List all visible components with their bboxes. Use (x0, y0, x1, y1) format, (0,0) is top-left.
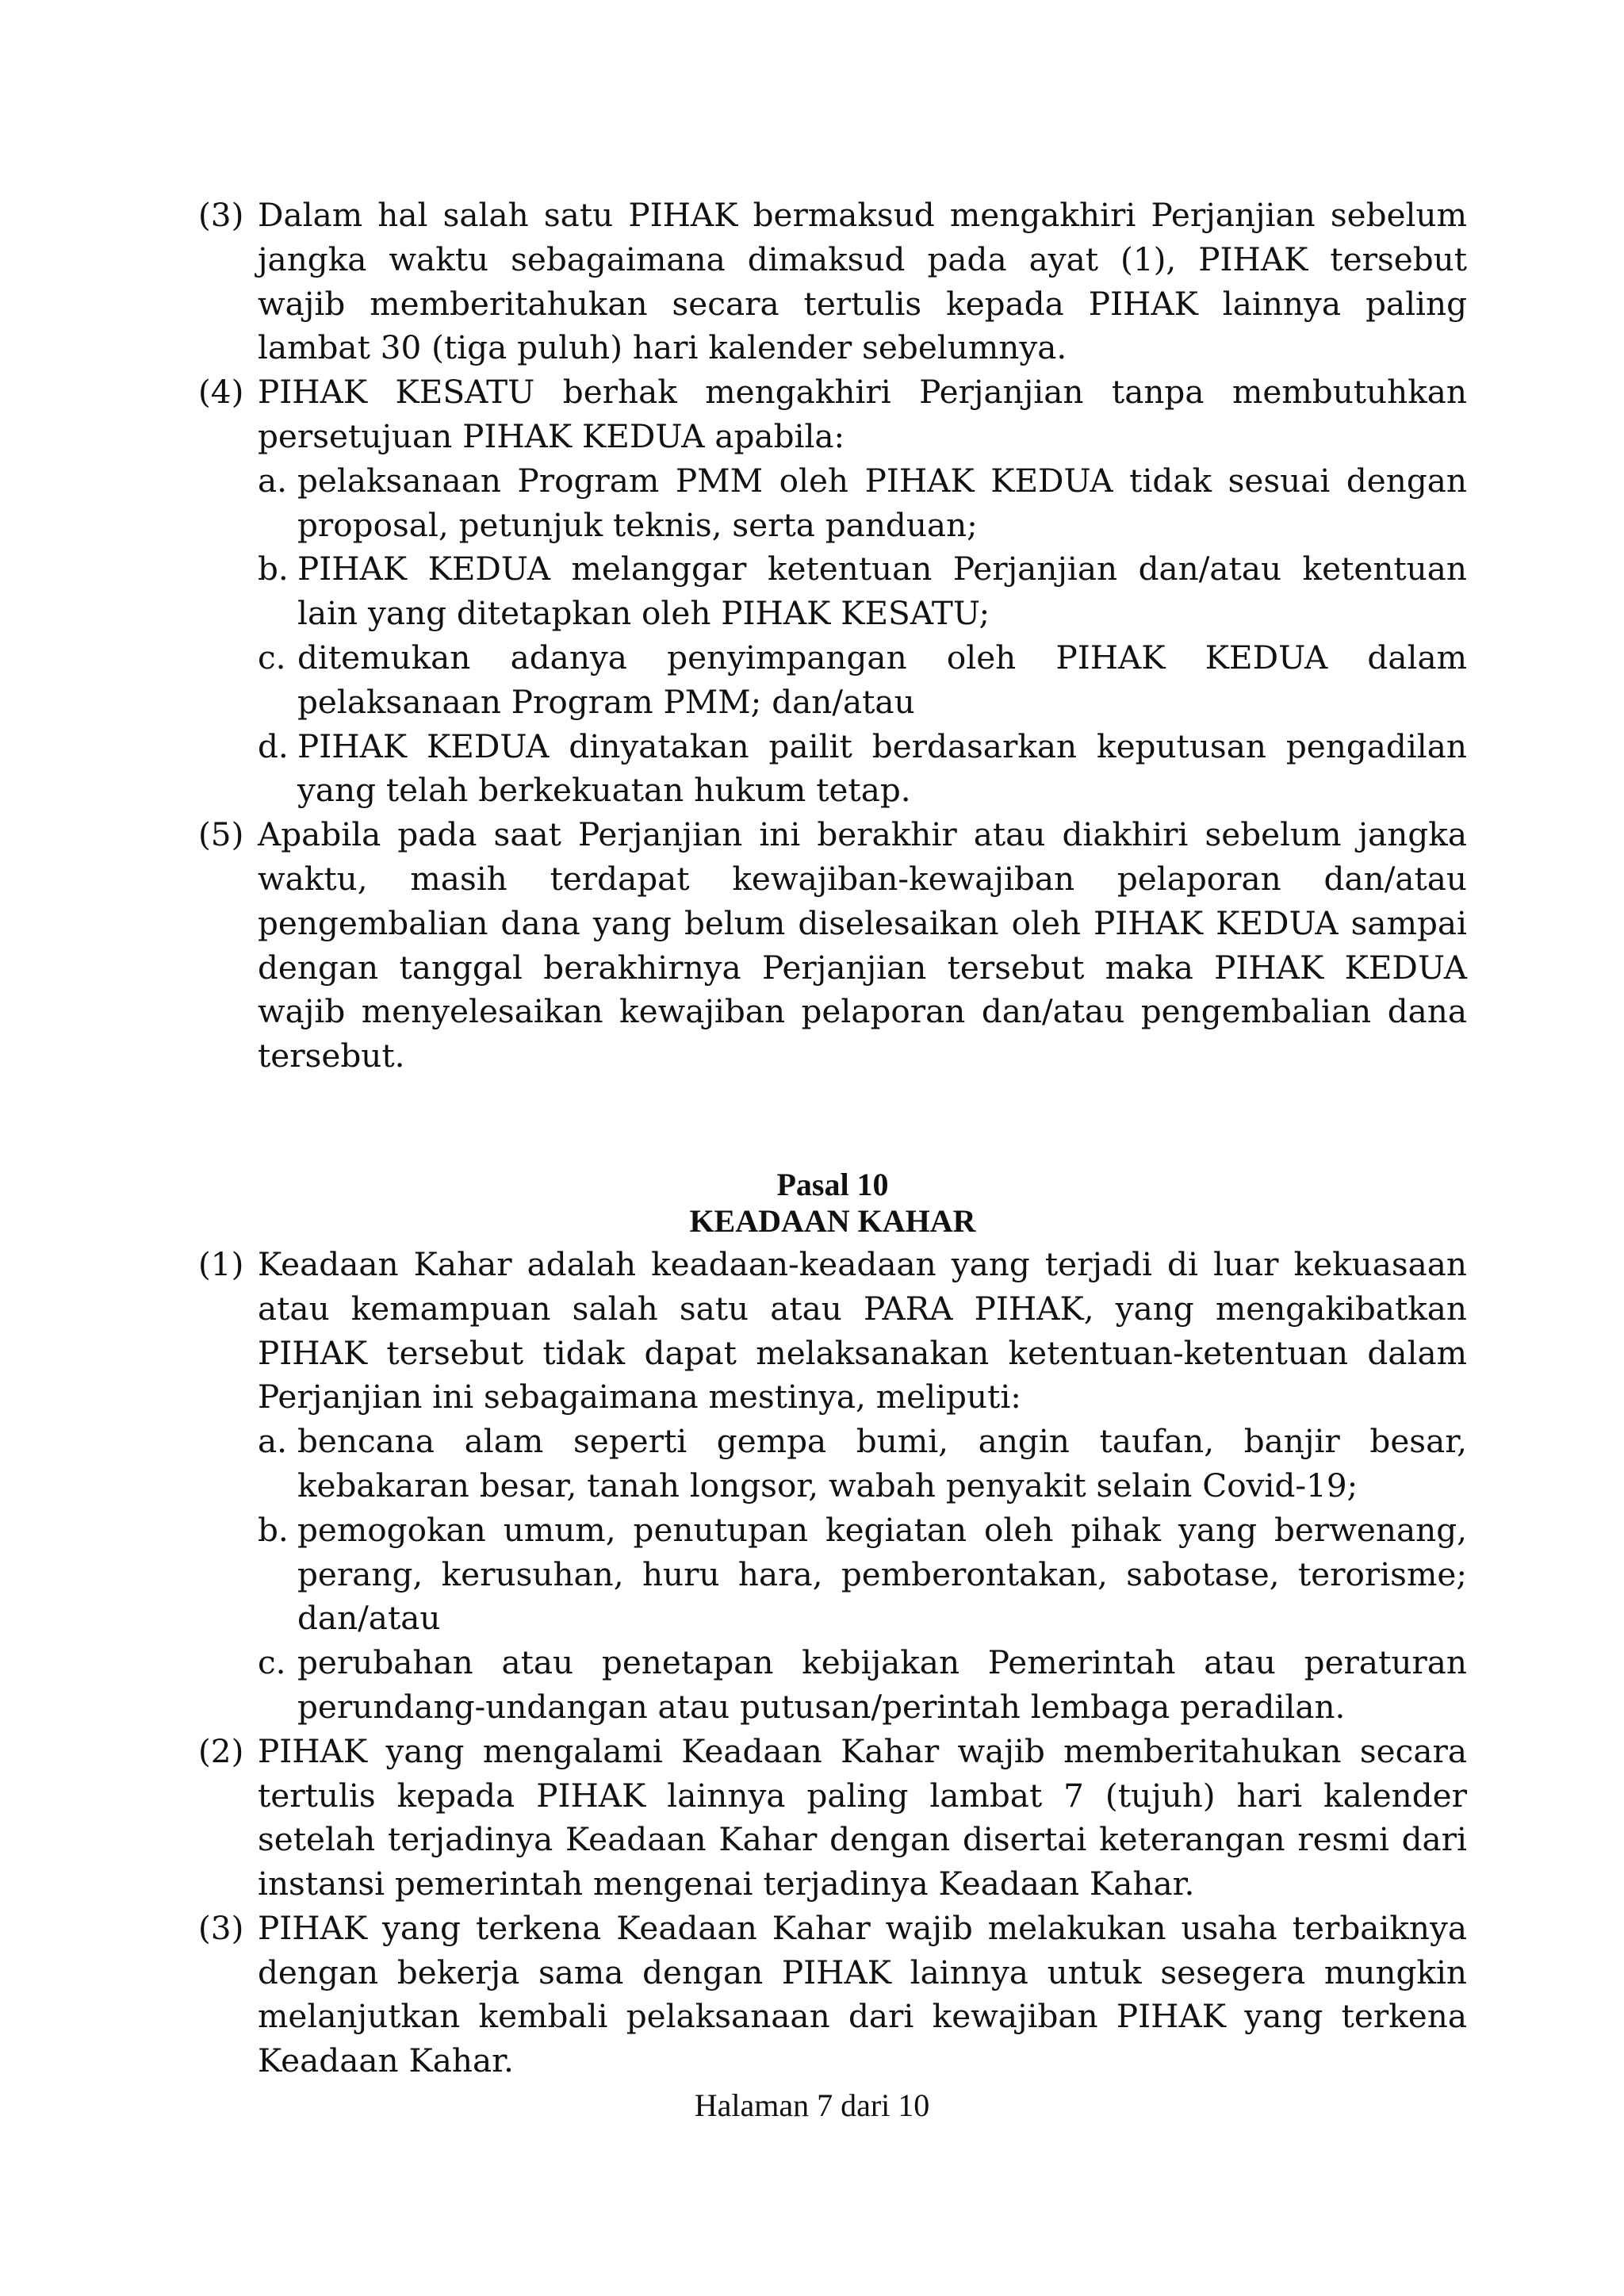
clause-text: Apabila pada saat Perjanjian ini berakhir atau diakhiri sebelum jangka waktu, masih terdapat kewajiban-kewajiban pelaporan dan/atau pengembalian dana yang belum diselesaikan oleh PIHAK KEDUA sampai dengan tanggal berakhirnya Perjanjian tersebut maka PIHAK KEDUA wajib menyelesaikan kewajiban pelaporan dan/atau pengembalian dana tersebut. (258, 815, 1467, 1075)
page-footer (0, 2086, 1624, 2125)
subclause-letter: b. (258, 550, 289, 588)
clause-number: (4) (198, 373, 244, 412)
page-content (198, 194, 1467, 2083)
clause-3 (198, 1907, 1467, 2083)
clause-text: PIHAK KESATU berhak mengakhiri Perjanjian tanpa membutuhkan persetujuan PIHAK KEDUA apabila: (258, 373, 1467, 455)
subclause-letter: a. (258, 1422, 288, 1461)
clause-4 (198, 370, 1467, 813)
subclause-text: pemogokan umum, penutupan kegiatan oleh pihak yang berwenang, perang, kerusuhan, huru hara, pemberontakan, sabotase, terorisme; dan/atau (297, 1510, 1467, 1638)
clause-3 (198, 194, 1467, 370)
clause-text: Dalam hal salah satu PIHAK bermaksud mengakhiri Perjanjian sebelum jangka waktu sebagaimana dimaksud pada ayat (1), PIHAK tersebut wajib memberitahukan secara tertulis kepada PIHAK lainnya paling lambat 30 (tiga puluh) hari kalender sebelumnya. (258, 196, 1467, 367)
page-number-label: Halaman 7 dari 10 (694, 2087, 930, 2123)
subclause-letter: d. (258, 726, 289, 765)
clause-number: (5) (198, 815, 244, 854)
subclause-text: ditemukan adanya penyimpangan oleh PIHAK KEDUA dalam pelaksanaan Program PMM; dan/atau (297, 638, 1467, 721)
subclause-c (258, 636, 1467, 725)
subclause-text: pelaksanaan Program PMM oleh PIHAK KEDUA tidak sesuai dengan proposal, petunjuk teknis, serta panduan; (297, 461, 1467, 544)
clause-text: Keadaan Kahar adalah keadaan-keadaan yang terjadi di luar kekuasaan atau kemampuan salah satu atau PARA PIHAK, yang mengakibatkan PIHAK tersebut tidak dapat melaksanakan ketentuan-ketentuan dalam Perjanjian ini sebagaimana mestinya, meliputi: (258, 1244, 1467, 1416)
clause-text: PIHAK yang mengalami Keadaan Kahar wajib memberitahukan secara tertulis kepada PIHAK lainnya paling lambat 7 (tujuh) hari kalender setelah terjadinya Keadaan Kahar dengan disertai keterangan resmi dari instansi pemerintah mengenai terjadinya Keadaan Kahar. (258, 1731, 1467, 1903)
article-heading (198, 1167, 1467, 1240)
subclause-letter: b. (258, 1510, 289, 1549)
subclause-c (258, 1641, 1467, 1730)
subclause-letter: c. (258, 1643, 286, 1682)
clause-number: (3) (198, 1908, 244, 1947)
subclause-letter: a. (258, 461, 288, 500)
article-10-body (198, 1243, 1467, 2083)
subclause-a (258, 459, 1467, 548)
clause-2 (198, 1730, 1467, 1907)
article-title: KEADAAN KAHAR (689, 1202, 976, 1239)
subclause-d (258, 725, 1467, 814)
clause-5 (198, 813, 1467, 1079)
article-number: Pasal 10 (776, 1166, 889, 1202)
subclause-text: PIHAK KEDUA dinyatakan pailit berdasarkan keputusan pengadilan yang telah berkekuatan hukum tetap. (297, 726, 1467, 810)
clause-number: (3) (198, 196, 244, 234)
subclause-text: PIHAK KEDUA melanggar ketentuan Perjanjian dan/atau ketentuan lain yang ditetapkan oleh PIHAK KESATU; (297, 550, 1467, 633)
subclause-b (258, 1508, 1467, 1641)
clause-number: (1) (198, 1244, 244, 1283)
subclause-text: bencana alam seperti gempa bumi, angin taufan, banjir besar, kebakaran besar, tanah longsor, wabah penyakit selain Covid-19; (297, 1422, 1467, 1504)
clause-number: (2) (198, 1731, 244, 1770)
subclause-letter: c. (258, 638, 286, 677)
article-9-continuation (198, 194, 1467, 1079)
subclause-a (258, 1420, 1467, 1508)
clause-text: PIHAK yang terkena Keadaan Kahar wajib melakukan usaha terbaiknya dengan bekerja sama dengan PIHAK lainnya untuk sesegera mungkin melanjutkan kembali pelaksanaan dari kewajiban PIHAK yang terkena Keadaan Kahar. (258, 1908, 1467, 2080)
subclause-text: perubahan atau penetapan kebijakan Pemerintah atau peraturan perundang-undangan atau putusan/perintah lembaga peradilan. (297, 1643, 1467, 1726)
subclause-b (258, 547, 1467, 636)
clause-1 (198, 1243, 1467, 1730)
